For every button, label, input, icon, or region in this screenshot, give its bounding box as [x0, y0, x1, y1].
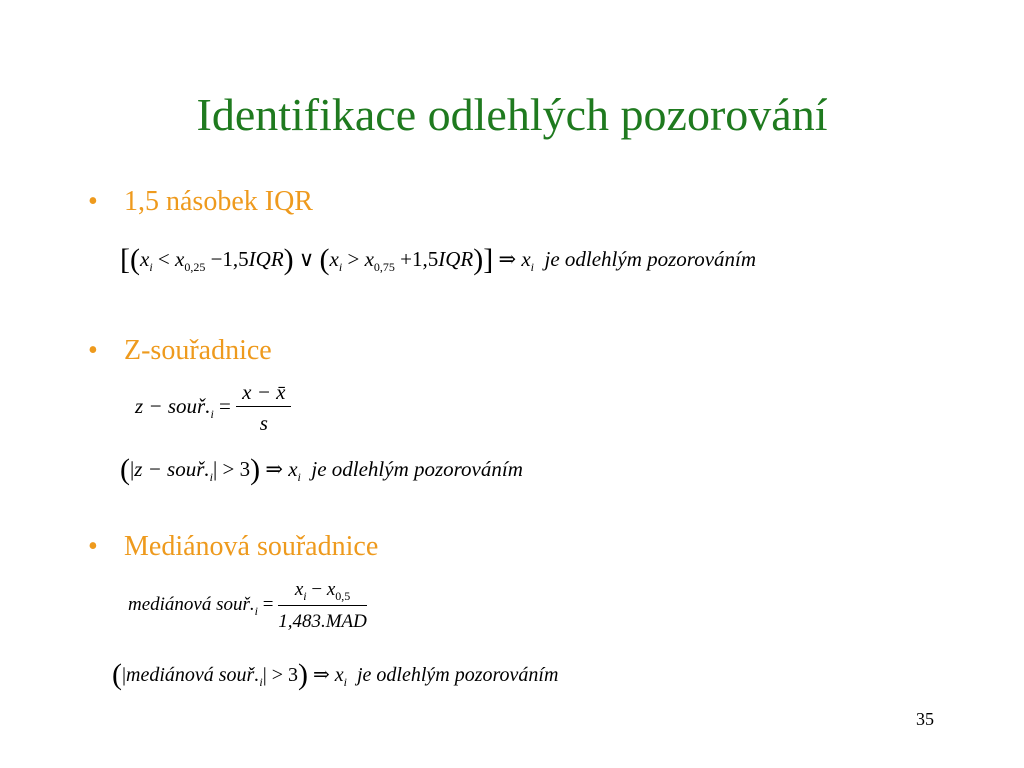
sub-i: i [149, 260, 153, 274]
close-paren: ) [250, 453, 261, 486]
greater-than-sign: > [222, 457, 235, 481]
conclusion-text: je odlehlým pozorováním [356, 664, 559, 686]
bullet-median-label: Mediánová souřadnice [124, 531, 379, 562]
var-x: x [175, 247, 185, 271]
close-paren: ) [283, 243, 294, 276]
var-x: x [334, 664, 344, 686]
bullet-marker: • [88, 531, 98, 562]
sub-i: i [297, 470, 301, 484]
sub-i: i [209, 470, 214, 484]
iqr-term: IQR [438, 247, 474, 271]
var-x: x [329, 247, 339, 271]
bullet-median [88, 533, 378, 561]
sub-i: i [210, 406, 214, 421]
sub-i: i [254, 603, 258, 618]
median-score-definition [128, 580, 367, 631]
open-paren: ( [319, 243, 330, 276]
sub-i: i [343, 675, 347, 689]
implies-sign: ⇒ [265, 457, 283, 481]
bullet-iqr-label: 1,5 násobek IQR [124, 186, 313, 217]
sub-i: i [303, 589, 307, 603]
greater-than-sign: > [347, 247, 360, 271]
median-score-rule: (|mediánová $souř._i| > 3$) ⇒ $x_i$ je odlehlým pozorováním [112, 658, 559, 691]
conclusion-text: je odlehlým pozorováním [311, 457, 523, 481]
bullet-marker: • [88, 335, 98, 366]
coefficient: 1,5 [222, 247, 249, 271]
sub-median: 0,5 [335, 589, 351, 603]
threshold-three: 3 [287, 664, 298, 686]
bullet-marker: • [88, 186, 98, 217]
z-label: z − souř. [135, 393, 211, 418]
sub-i: i [530, 260, 534, 274]
less-than-sign: < [157, 247, 170, 271]
close-paren: ) [297, 658, 308, 691]
z-fraction [236, 382, 291, 434]
bullet-z-label: Z-souřadnice [124, 335, 272, 366]
var-x: x [521, 247, 531, 271]
z-denominator: s [259, 411, 268, 435]
z-score-rule: $(|z - souř._i| > 3)$ ⇒ $x_i$ je odlehlým pozorováním [120, 453, 523, 486]
sub-i: i [338, 260, 343, 274]
median-denominator: 1,483.MAD [278, 611, 367, 632]
iqr-formula [120, 245, 756, 275]
page-number: 35 [916, 709, 934, 729]
var-x: x [326, 579, 336, 600]
median-label: mediánová souř. [128, 593, 255, 615]
bullet-iqr [88, 188, 313, 216]
var-x: x [288, 457, 298, 481]
plus-sign: + [400, 247, 412, 271]
open-bracket: [( [120, 243, 140, 276]
var-x: x [294, 579, 304, 600]
median-numerator [278, 580, 367, 606]
iqr-term: IQR [248, 247, 284, 271]
minus-sign: − [311, 579, 323, 600]
z-score-definition [135, 382, 291, 434]
bullet-z [88, 337, 272, 365]
greater-than-sign: > [271, 664, 283, 686]
slide-title: Identifikace odlehlých pozorování [196, 89, 828, 140]
sub-q1: 0,25 [184, 260, 206, 274]
equals-sign: = [219, 393, 231, 418]
sub-q3: 0,75 [373, 260, 395, 274]
threshold-three: 3 [239, 457, 251, 481]
sub-i: i [259, 675, 263, 689]
var-x: x [364, 247, 374, 271]
z-numerator: x − x̄ [236, 382, 291, 407]
minus-sign: − [210, 247, 223, 271]
median-label: mediánová souř. [126, 664, 260, 686]
coefficient: 1,5 [411, 247, 439, 271]
var-x: x [139, 247, 150, 271]
open-paren: ( [120, 453, 130, 486]
median-fraction [278, 580, 367, 631]
conclusion-text: je odlehlým pozorováním [544, 247, 757, 271]
implies-sign: ⇒ [498, 247, 517, 271]
z-label: z − souř. [134, 457, 210, 481]
open-paren: ( [112, 658, 122, 691]
implies-sign: ⇒ [312, 664, 330, 686]
close-bracket: )] [473, 243, 494, 276]
equals-sign: = [262, 593, 274, 615]
or-sign: ∨ [298, 247, 315, 271]
